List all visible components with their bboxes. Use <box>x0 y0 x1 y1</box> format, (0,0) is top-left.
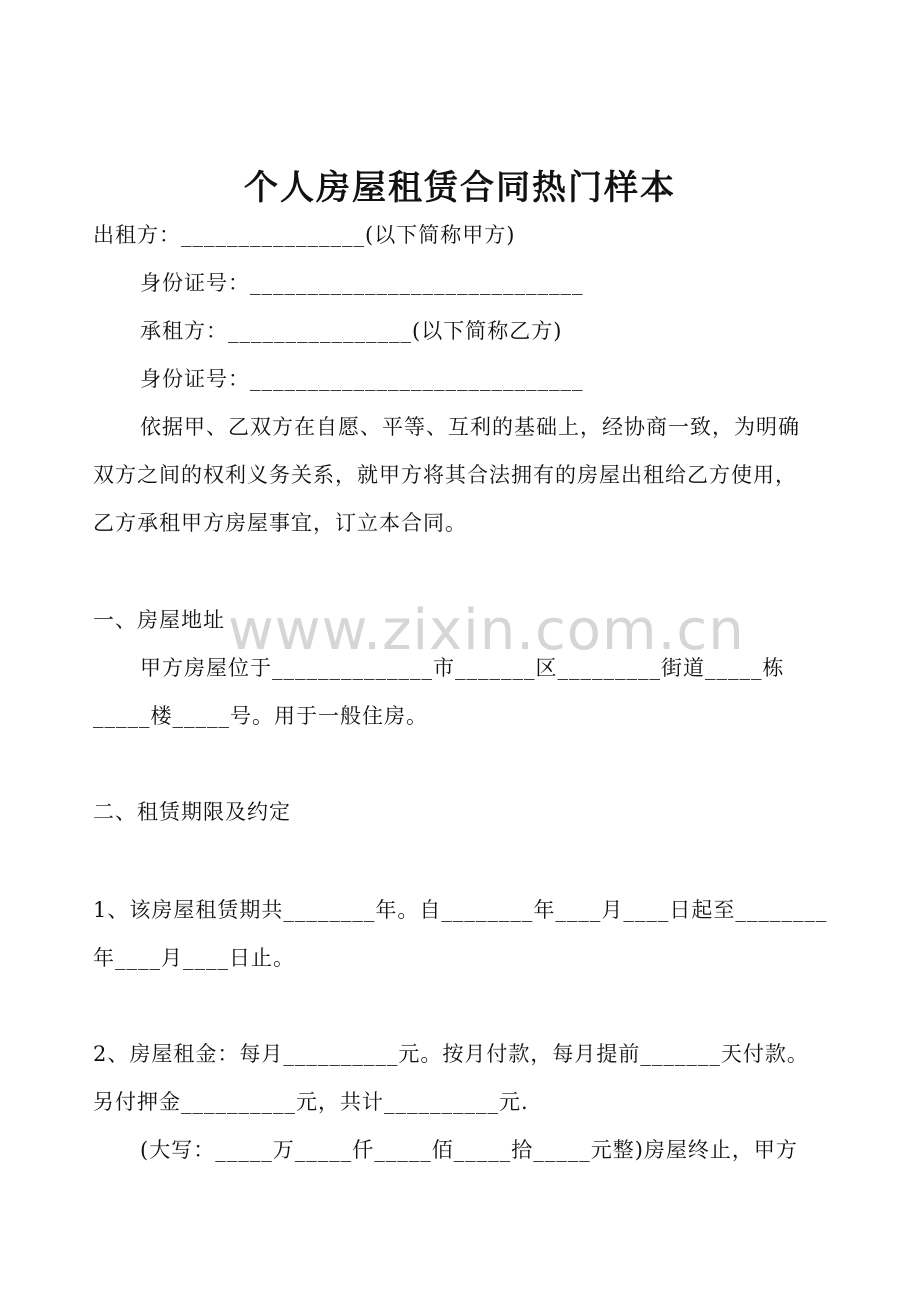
preamble-line-2: 双方之间的权利义务关系，就甲方将其合法拥有的房屋出租给乙方使用， <box>93 463 797 487</box>
lessee-line: 承租方：________________(以下简称乙方) <box>140 319 563 343</box>
lessor-id-line: 身份证号：_____________________________ <box>140 271 584 295</box>
watermark-text: www.zixin.com.cn <box>228 598 745 663</box>
lessee-id-line: 身份证号：_____________________________ <box>140 367 584 391</box>
preamble-line-1: 依据甲、乙双方在自愿、平等、互利的基础上，经协商一致，为明确 <box>140 415 800 439</box>
section-2-item-1-line-1: 1、该房屋租赁期共________年。自________年____月____日起至________ <box>93 898 828 922</box>
section-2-item-2-line-3: (大写：_____万_____仟_____佰_____拾_____元整)房屋终止，甲方 <box>140 1138 798 1162</box>
section-2-heading: 二、租赁期限及约定 <box>93 800 291 824</box>
section-1-line-2: _____楼_____号。用于一般住房。 <box>93 704 428 728</box>
section-1-heading: 一、房屋地址 <box>93 608 225 632</box>
section-2-item-1-line-2: 年____月____日止。 <box>93 946 295 970</box>
lessor-line: 出租方：________________(以下简称甲方) <box>93 223 516 247</box>
document-title: 个人房屋租赁合同热门样本 <box>244 168 676 208</box>
section-2-item-2-line-2: 另付押金__________元，共计__________元. <box>93 1090 529 1114</box>
preamble-line-3: 乙方承租甲方房屋事宜，订立本合同。 <box>93 511 467 535</box>
section-1-line-1: 甲方房屋位于______________市_______区_________街道_____栋 <box>140 656 785 680</box>
section-2-item-2-line-1: 2、房屋租金：每月__________元。按月付款，每月提前_______天付款。 <box>93 1042 809 1066</box>
